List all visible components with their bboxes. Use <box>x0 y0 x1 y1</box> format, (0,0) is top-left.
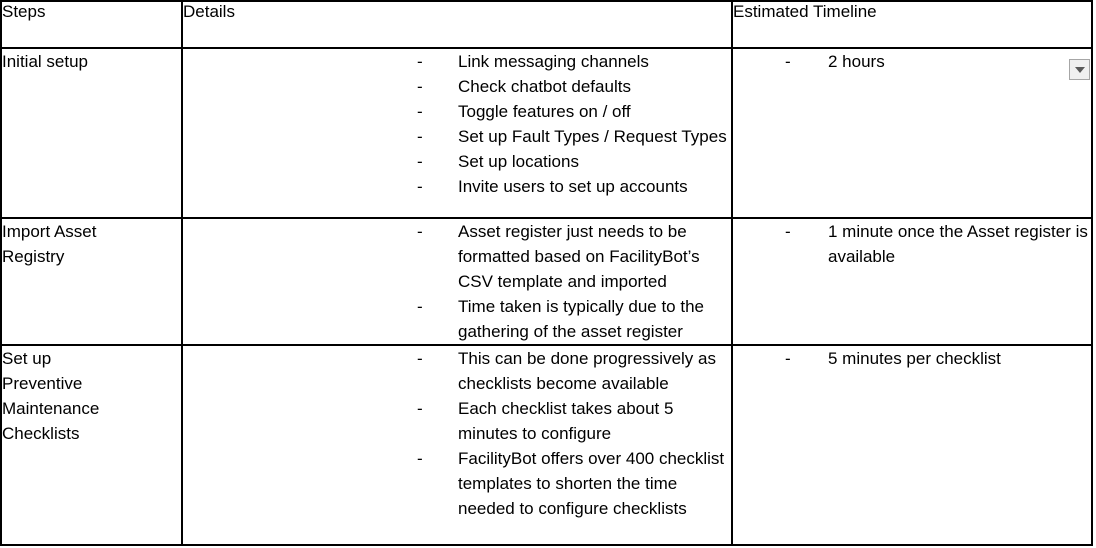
step-name-line: Registry <box>2 247 65 266</box>
chevron-down-icon <box>1075 67 1085 73</box>
table-row <box>1 48 1092 218</box>
dash-marker: - <box>417 77 423 96</box>
dash-marker: - <box>417 152 423 171</box>
list-item-text: FacilityBot offers over 400 checklist templates to shorten the time needed to configure checklists <box>458 449 725 518</box>
list-item <box>183 396 731 446</box>
list-item-text: 5 minutes per checklist <box>828 349 1001 368</box>
step-name-line: Checklists <box>2 424 80 443</box>
details-list <box>183 219 731 344</box>
column-header-steps: Steps <box>1 1 182 48</box>
list-item-text: Check chatbot defaults <box>458 77 631 96</box>
timeline-list <box>733 346 1091 371</box>
dash-marker: - <box>417 102 423 121</box>
step-name-line: Initial setup <box>2 52 88 71</box>
timeline-list <box>733 219 1091 269</box>
dash-marker: - <box>417 127 423 146</box>
dash-marker: - <box>785 222 791 241</box>
list-item <box>183 124 731 149</box>
cell-details <box>182 345 732 545</box>
dash-marker: - <box>417 177 423 196</box>
list-item-text: 2 hours <box>828 52 885 71</box>
timeline-list <box>733 49 1091 74</box>
step-name-line: Maintenance <box>2 399 100 418</box>
list-item-text: Link messaging channels <box>458 52 649 71</box>
table-row <box>1 345 1092 545</box>
list-item-text: 1 minute once the Asset register is available <box>828 222 1088 266</box>
dash-marker: - <box>785 349 791 368</box>
list-item <box>183 49 731 74</box>
list-item-text: Set up Fault Types / Request Types <box>458 127 727 146</box>
list-item-text: Toggle features on / off <box>458 102 631 121</box>
column-header-details: Details <box>182 1 732 48</box>
list-item <box>183 294 731 344</box>
list-item <box>183 149 731 174</box>
cell-step-name <box>1 218 182 345</box>
dash-marker: - <box>417 449 423 468</box>
column-header-estimated-timeline: Estimated Timeline <box>732 1 1092 48</box>
dash-marker: - <box>417 297 423 316</box>
list-item-text: Asset register just needs to be formatted based on FacilityBot’s CSV template and imported <box>458 222 700 291</box>
cell-timeline <box>732 48 1092 218</box>
step-name-line: Preventive <box>2 374 83 393</box>
dash-marker: - <box>417 222 423 241</box>
list-item <box>183 346 731 396</box>
cell-step-name <box>1 48 182 218</box>
table-header-row <box>1 1 1092 48</box>
details-list <box>183 346 731 521</box>
cell-details <box>182 48 732 218</box>
dash-marker: - <box>417 52 423 71</box>
cell-timeline <box>732 218 1092 345</box>
list-item <box>183 219 731 294</box>
details-list <box>183 49 731 199</box>
dropdown-toggle-button[interactable] <box>1069 59 1090 80</box>
cell-details <box>182 218 732 345</box>
list-item <box>733 219 1091 269</box>
list-item <box>183 174 731 199</box>
list-item-text: Invite users to set up accounts <box>458 177 688 196</box>
table-row <box>1 218 1092 345</box>
dash-marker: - <box>785 52 791 71</box>
dash-marker: - <box>417 399 423 418</box>
list-item <box>183 446 731 521</box>
step-name-line: Import Asset <box>2 222 97 241</box>
list-item <box>733 49 1091 74</box>
list-item <box>733 346 1091 371</box>
dash-marker: - <box>417 349 423 368</box>
table-header <box>1 1 1092 48</box>
list-item <box>183 74 731 99</box>
step-name-line: Set up <box>2 349 52 368</box>
list-item-text: Time taken is typically due to the gathering of the asset register <box>458 297 704 341</box>
table-body <box>1 48 1092 545</box>
list-item-text: This can be done progressively as checklists become available <box>458 349 716 393</box>
list-item-text: Set up locations <box>458 152 579 171</box>
list-item <box>183 99 731 124</box>
list-item-text: Each checklist takes about 5 minutes to configure <box>458 399 674 443</box>
cell-step-name <box>1 345 182 545</box>
cell-timeline <box>732 345 1092 545</box>
